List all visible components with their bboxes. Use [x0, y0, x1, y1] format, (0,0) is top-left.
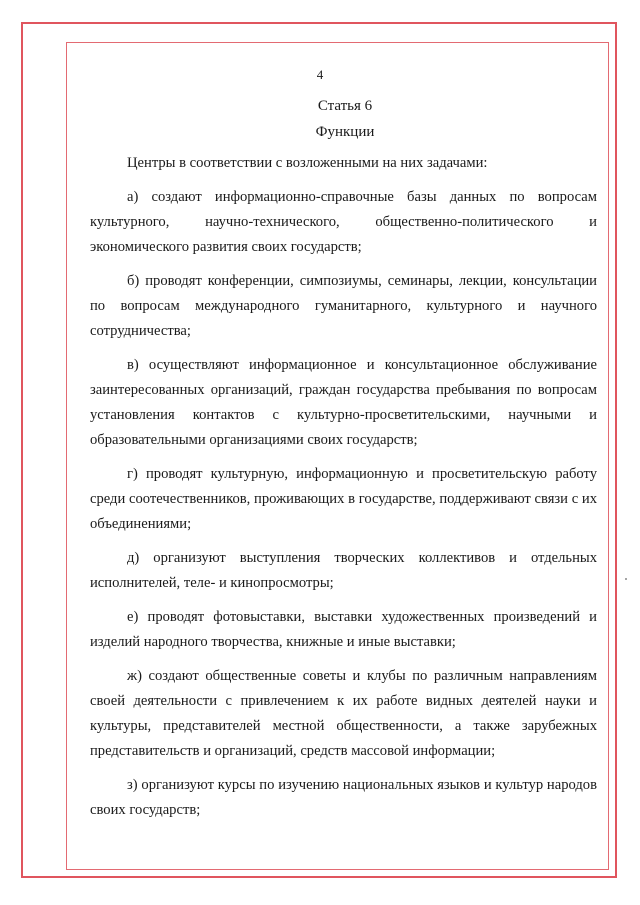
paragraph-item-a: а) создают информационно-справочные базы данных по вопросам культурного, научно-технического, общественно-политического и экономического развития своих государств; [90, 189, 597, 255]
paragraph-item-v: в) осуществляют информационное и консультационное обслуживание заинтересованных организаций, граждан государства пребывания по вопросам установления контактов с культурно-просветительскими, научными и образовательными организациями своих государств; [90, 357, 597, 448]
paragraph-item-b: б) проводят конференции, симпозиумы, семинары, лекции, консультации по вопросам международного гуманитарного, культурного и научного сотрудничества; [90, 273, 597, 339]
article-title: Статья 6 [317, 98, 373, 114]
page-number: 4 [316, 67, 324, 82]
paragraph-item-g: г) проводят культурную, информационную и просветительскую работу среди соотечественников, проживающих в государстве, поддерживают связи с их объединениями; [90, 466, 597, 532]
paragraph-intro: Центры в соответствии с возложенными на них задачами: [127, 155, 488, 171]
paragraph-item-e: е) проводят фотовыставки, выставки художественных произведений и изделий народного творчества, книжные и иные выставки; [90, 609, 597, 650]
paragraph-item-d: д) организуют выступления творческих коллективов и отдельных исполнителей, теле- и кинопросмотры; [90, 550, 597, 591]
document-body [90, 151, 597, 832]
scan-speck [625, 578, 627, 580]
section-title: Функции [315, 124, 375, 140]
paragraph-item-z: з) организуют курсы по изучению национальных языков и культур народов своих государств; [90, 777, 597, 818]
paragraph-item-zh: ж) создают общественные советы и клубы по различным направлениям своей деятельности с привлечением к их работе видных деятелей науки и культуры, представителей местной общественности, а также зарубежных представительств и организаций, средств массовой информации; [90, 668, 597, 759]
